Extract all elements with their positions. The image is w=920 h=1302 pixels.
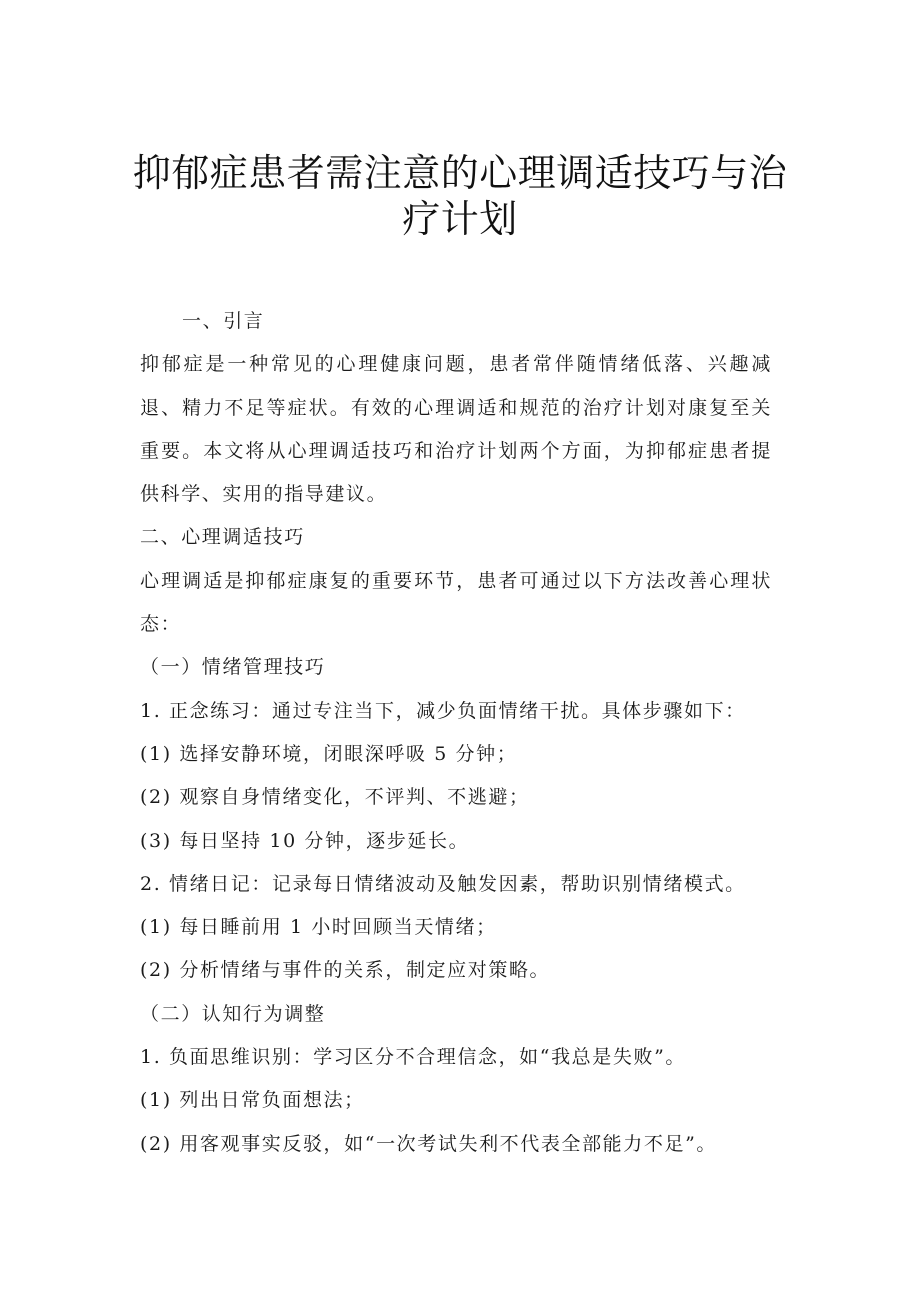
list-step: (1) 选择安静环境，闭眼深呼吸 5 分钟；	[140, 742, 518, 765]
list-step: (1) 每日睡前用 1 小时回顾当天情绪；	[140, 916, 497, 939]
paragraph-introduction: 抑郁症是一种常见的心理健康问题，患者常伴随情绪低落、兴趣减退、精力不足等症状。有效的心理调适和规范的治疗计划对康复至关重要。本文将从心理调适技巧和治疗计划两个方面，为抑郁症患者提供科学、实用的指导建议。	[140, 353, 772, 506]
list-step: (2) 观察自身情绪变化，不评判、不逃避；	[140, 786, 530, 809]
list-item-emotion-diary: 2. 情绪日记：记录每日情绪波动及触发因素，帮助识别情绪模式。	[140, 872, 746, 895]
list-item-negative-thinking: 1. 负面思维识别：学习区分不合理信念，如“我总是失败”。	[140, 1046, 686, 1069]
paragraph-psychological-intro: 心理调适是抑郁症康复的重要环节，患者可通过以下方法改善心理状态：	[140, 569, 772, 636]
list-step: (2) 分析情绪与事件的关系，制定应对策略。	[140, 959, 551, 982]
document-title: 抑郁症患者需注意的心理调适技巧与治疗计划	[132, 151, 788, 241]
subsection-heading-cognitive-behavior: （二）认知行为调整	[140, 1002, 326, 1025]
subsection-heading-emotion-management: （一）情绪管理技巧	[140, 656, 326, 679]
section-heading-introduction: 一、引言	[182, 310, 265, 332]
section-heading-psychological-techniques: 二、心理调适技巧	[140, 526, 305, 549]
list-step: (1) 列出日常负面想法；	[140, 1089, 365, 1112]
list-step: (2) 用客观事实反驳，如“一次考试失利不代表全部能力不足”。	[140, 1132, 717, 1155]
list-step: (3) 每日坚持 10 分钟，逐步延长。	[140, 829, 470, 852]
document-body	[140, 300, 772, 1166]
list-item-mindfulness: 1. 正念练习：通过专注当下，减少负面情绪干扰。具体步骤如下：	[140, 699, 746, 722]
